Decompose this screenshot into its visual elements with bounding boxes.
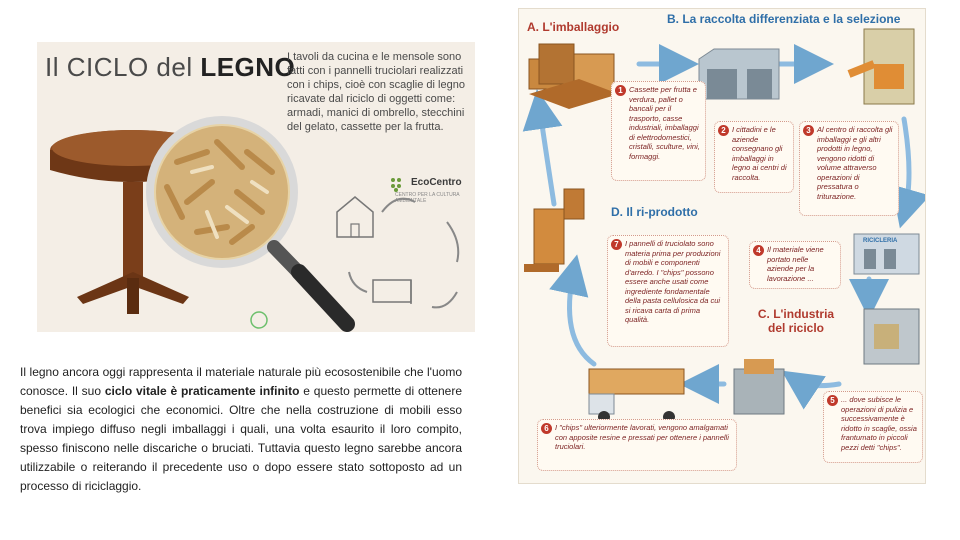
logo-name: EcoCentro <box>411 177 462 188</box>
step-2-text: I cittadini e le aziende consegnano gli imballaggi in legno ai centri di raccolta. <box>732 125 787 182</box>
poster-title-bold: LEGNO <box>200 52 296 82</box>
step-5-number: 5 <box>827 395 838 406</box>
step-6-text: I "chips" ulteriormente lavorati, vengono amalgamati con apposite resine e pressati per ottenere i pannelli truciolari. <box>555 423 729 451</box>
step-5-box <box>823 391 923 463</box>
step-6-box <box>537 419 737 471</box>
section-a-title: A. L'imballaggio <box>527 20 620 34</box>
step-7-number: 7 <box>611 239 622 250</box>
logo-subtitle: CENTRO PER LA CULTURA AMBIENTALE <box>395 192 460 204</box>
section-c-title: C. L'industria del riciclo <box>757 307 835 335</box>
step-3-box <box>799 121 899 216</box>
step-1-box <box>611 81 706 181</box>
step-6-number: 6 <box>541 423 552 434</box>
section-b-title: B. La raccolta differenziata e la selezione <box>667 12 901 26</box>
paragraph-text-2: e questo permette di ottenere benefici sia ecologici che economici. Oltre che nella costruzione di mobili esso trova impiego diffuso negli imballaggi i quali, una volta esaurito il loro compito, spesso finiscono nelle discariche o bruciati. Tuttavia questo legno sarebbe ancora utilizzabile o reiterando il precedente uso o dopo essere stato sottoposto ad un processo di riciclaggio. <box>20 384 462 493</box>
section-d-title: D. Il ri-prodotto <box>611 205 698 219</box>
poster-text: I tavoli da cucina e le mensole sono fatti con i pannelli truciolari realizzati con i chips, cioè con scaglie di legno ricavate dal riciclo di oggetti come: armadi, manici di ombrello, stecchini del gelato, cassette per la frutta. <box>287 51 465 133</box>
step-3-text: Al centro di raccolta gli imballaggi e gli altri prodotti in legno, vengono ridotti di volume attraverso operazioni di pressatura o triturazione. <box>817 125 893 201</box>
paragraph-bold: ciclo vitale è praticamente infinito <box>104 384 300 398</box>
table-magnifier-illustration <box>37 42 475 332</box>
step-4-box <box>749 241 841 289</box>
step-1-number: 1 <box>615 85 626 96</box>
recycling-infographic <box>518 8 926 484</box>
step-4-number: 4 <box>753 245 764 256</box>
step-4-text: Il materiale viene portato nelle aziende per la lavorazione ... <box>767 245 824 283</box>
step-1-text: Cassette per frutta e verdura, pallet o bancali per il trasporto, casse industriali, imballaggi di elettrodomestici, cristalli, sculture, vini, formaggi. <box>629 85 700 161</box>
description-paragraph <box>20 363 462 496</box>
step-2-box <box>714 121 794 193</box>
paragraph-text-1: Il legno ancora oggi rappresenta il materiale naturale più ecosostenibile che l'uomo conosce. Il suo <box>20 365 462 398</box>
step-7-box <box>607 235 729 347</box>
building-label: RICICLERIA <box>863 238 898 244</box>
wood-cycle-poster <box>37 42 475 332</box>
ecocentro-logo-icon <box>387 174 407 194</box>
step-5-text: ... dove subisce le operazioni di pulizia e successivamente è ridotto in scaglie, ossia frantumato in piccoli pezzi detti "chips". <box>841 395 917 452</box>
step-7-text: I pannelli di truciolato sono materia prima per produzioni di mobili e componenti d'arredo. I "chips" possono essere anche usati come ingrediente fondamentale della pasta cellulosica da cui si ricava carta di prima qualità. <box>625 239 721 324</box>
step-3-number: 3 <box>803 125 814 136</box>
poster-title-prefix: Il CICLO del <box>45 52 201 82</box>
step-2-number: 2 <box>718 125 729 136</box>
